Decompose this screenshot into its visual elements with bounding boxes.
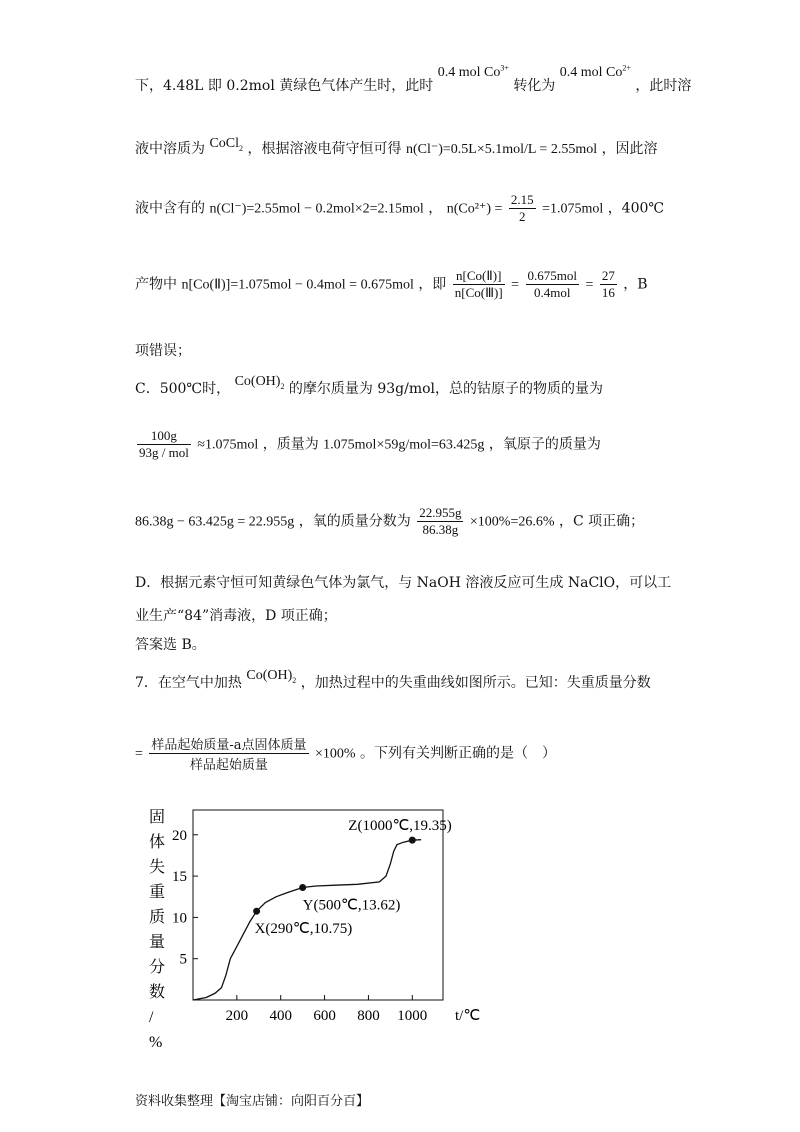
y-axis-label-char: / — [149, 1009, 154, 1026]
formula-cooh2: $Co(OH)_2$ — [234, 374, 285, 391]
formula-result: =1.075mol — [542, 201, 604, 217]
y-axis-label-char: 量 — [149, 934, 166, 951]
x-tick-label: 800 — [357, 1008, 380, 1024]
point-label: Y(500℃,13.62) — [302, 897, 401, 914]
fraction-weight-loss: $\frac{\text{样品起始质量-a点固体质量}}{\text{样品起始质量}}$ — [149, 734, 308, 773]
formula-cocl2: CoCl$_2$ — [209, 136, 244, 153]
text-segment: 业生产“84”消毒液，D 项正确； — [135, 608, 337, 624]
y-tick-label: 15 — [172, 869, 187, 886]
fraction-moles: $\frac{100g}{\text{93g / mol}}$ — [139, 428, 189, 460]
formula-co2: 0.4 mol $Co^{2+}$ — [559, 63, 631, 80]
equals-sign: = — [135, 746, 143, 762]
text-segment: 转化为 — [513, 78, 556, 94]
text-segment: ，加热过程中的失重曲线如图所示。已知：失重质量分数 — [300, 675, 651, 691]
text-segment: ，C 项正确； — [558, 513, 645, 530]
y-axis-label-char: 质 — [149, 909, 166, 926]
text-segment: ，质量为 — [262, 436, 319, 453]
text-segment: D．根据元素守恒可知黄绿色气体为氯气，与 NaOH 溶液反应可生成 NaClO，可以工 — [135, 575, 672, 591]
text-line-3 — [135, 192, 664, 225]
fraction-mol: $\frac{\text{0.675mol}}{\text{0.4mol}}$ — [527, 268, 578, 300]
x-axis-label: t/℃ — [455, 1008, 481, 1024]
equals-sign: = — [511, 277, 520, 293]
formula-cooh2: $Co(OH)_2$ — [246, 668, 297, 685]
text-line-8 — [135, 505, 644, 538]
text-segment: ，即 — [418, 276, 447, 293]
text-line-9 — [135, 572, 671, 592]
text-segment: ，氧的质量分数为 — [298, 513, 411, 530]
text-segment: 液中含有的 — [135, 200, 205, 217]
fraction-oxygen: $\frac{22.955g}{86.38g}$ — [419, 505, 462, 537]
text-segment: ，400℃ — [607, 200, 665, 217]
marked-points — [253, 818, 452, 937]
formula-oxygen-mass: 86.38g − 63.425g = 22.955g — [135, 514, 295, 530]
x-tick-label: 400 — [269, 1008, 292, 1024]
fraction: $\frac{2.15}{2}$ — [510, 192, 534, 224]
data-point — [299, 884, 306, 891]
y-tick-label: 10 — [172, 910, 187, 927]
text-line-11 — [135, 634, 206, 654]
text-segment: 答案选 B。 — [135, 637, 206, 653]
text-segment: C．500℃时， — [135, 381, 231, 397]
text-line-4 — [135, 268, 648, 301]
data-point — [253, 908, 260, 915]
equals-sign: = — [585, 277, 594, 293]
x-tick-label: 200 — [225, 1008, 249, 1024]
text-segment: ， — [428, 200, 443, 217]
y-axis-label-char: 分 — [149, 959, 166, 976]
question-7-definition — [135, 734, 556, 773]
text-segment: ，B — [623, 276, 648, 293]
text-line-2 — [135, 138, 658, 159]
percent-factor: ×100% — [314, 746, 356, 762]
weight-loss-chart — [135, 800, 515, 1051]
y-tick-label: 20 — [172, 827, 187, 844]
formula-n-cl-remaining: n(Cl⁻)=2.55mol − 0.2mol×2=2.15mol — [209, 201, 424, 217]
formula-result: ≈1.075mol — [197, 437, 259, 453]
formula-mass: 1.075mol×59g/mol=63.425g — [323, 437, 485, 453]
text-line-5 — [135, 340, 191, 360]
formula-n-cl: n(Cl⁻)=0.5L×5.1mol/L = 2.55mol — [405, 142, 598, 157]
text-segment: 。下列有关判断正确的是（ ） — [359, 745, 556, 762]
y-axis-label-char: % — [149, 1034, 163, 1051]
formula-percent: ×100%=26.6% — [469, 514, 555, 530]
text-segment: ，此时溶 — [635, 78, 692, 94]
text-segment: 液中溶质为 — [135, 141, 205, 157]
x-tick-label: 600 — [313, 1008, 336, 1024]
point-label: Z(1000℃,19.35) — [348, 818, 452, 835]
question-7-stem — [135, 668, 651, 693]
text-segment: 下，4.48L 即 0.2mol 黄绿色气体产生时，此时 — [135, 78, 434, 94]
formula-n-co-ii: n[Co(Ⅱ)]=1.075mol − 0.4mol = 0.675mol — [181, 277, 414, 293]
data-point — [409, 837, 416, 844]
x-tick-label: 1000 — [397, 1008, 428, 1024]
text-segment: ，氧原子的质量为 — [488, 436, 601, 453]
text-line-6 — [135, 374, 604, 399]
footer-text: 资料收集整理【淘宝店铺：向阳百分百】 — [135, 1094, 370, 1109]
text-segment: 项错误； — [135, 343, 191, 359]
text-segment: ，因此溶 — [601, 141, 658, 157]
y-axis-label-char: 数 — [149, 984, 166, 1001]
y-axis-label-char: 重 — [149, 884, 166, 901]
text-line-7 — [135, 428, 601, 461]
fraction-result: $\frac{27}{16}$ — [601, 268, 615, 300]
y-axis-label-char: 体 — [149, 834, 166, 851]
point-label: X(290℃,10.75) — [254, 921, 353, 938]
formula-co3: 0.4 mol $Co^{3+}$ — [437, 63, 509, 80]
formula-n-co2: n(Co²⁺) = — [446, 201, 503, 217]
text-segment: 7．在空气中加热 — [135, 675, 242, 691]
fraction-ratio: $\frac{\text{n[Co(Ⅱ)]}}{\text{n[Co(Ⅲ)]}}$ — [454, 268, 503, 300]
y-axis-label-char: 失 — [149, 859, 166, 876]
weight-loss-curve — [193, 840, 421, 1000]
text-segment: 产物中 — [135, 276, 177, 293]
text-segment: 的摩尔质量为 93g/mol，总的钴原子的物质的量为 — [288, 381, 604, 397]
y-axis-label-char: 固 — [149, 809, 166, 826]
y-tick-label: 5 — [179, 951, 187, 968]
text-segment: ，根据溶液电荷守恒可得 — [247, 141, 402, 157]
text-line-10 — [135, 605, 337, 625]
y-axis-label — [149, 808, 165, 1051]
text-line-1 — [135, 63, 692, 95]
